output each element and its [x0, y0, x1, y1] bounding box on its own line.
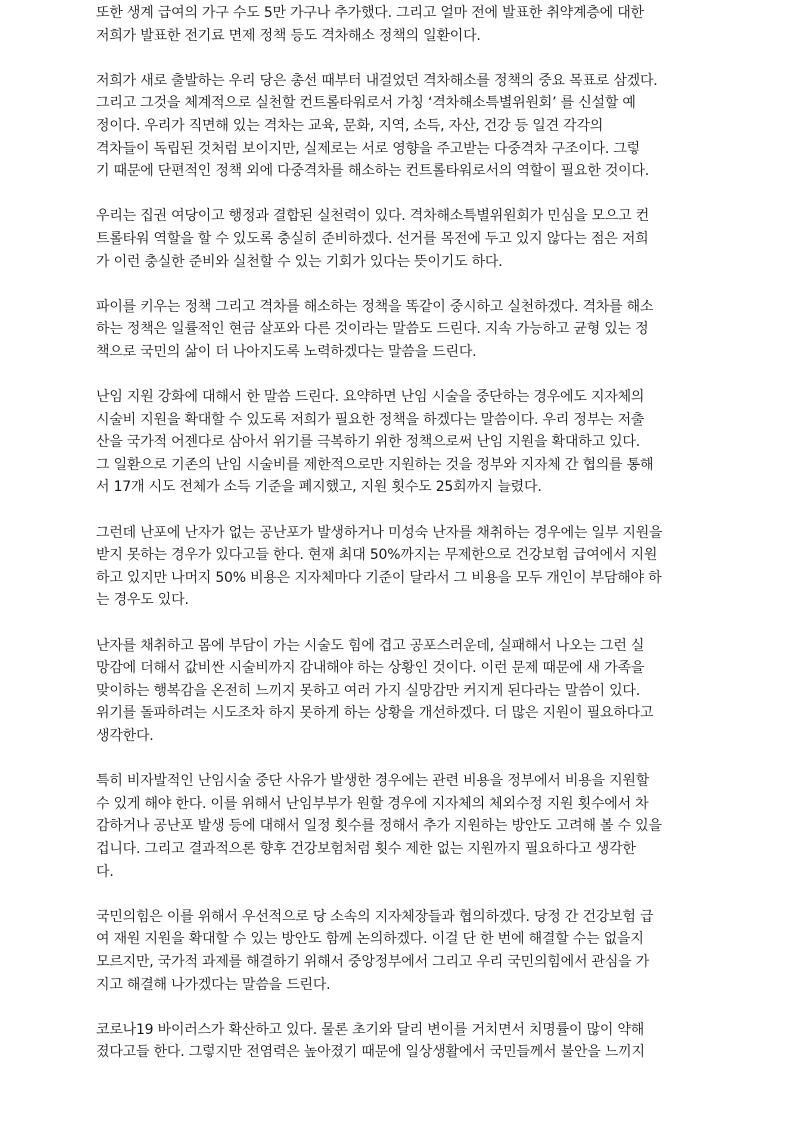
paragraph-1: [96, 2, 698, 47]
text-line: 모르지만, 국가적 과제를 해결하기 위해서 중앙정부에서 그리고 우리 국민의힘에서 관심을 가: [96, 953, 650, 970]
text-line: 격차들이 독립된 것처럼 보이지만, 실제로는 서로 영향을 주고받는 다중격차 구조이다. 그렇: [96, 140, 640, 157]
text-line: 책으로 국민의 삶이 더 나아지도록 노력하겠다는 말씀을 드린다.: [96, 343, 477, 360]
text-line: 지고 해결해 나가겠다는 말씀을 드린다.: [96, 976, 331, 993]
text-line: 산을 국가적 어젠다로 삼아서 위기를 극복하기 위한 정책으로써 난임 지원을 확대하고 있다.: [96, 434, 640, 451]
text-line: 국민의힘은 이를 위해서 우선적으로 당 소속의 지자체장들과 협의하겠다. 당정 간 건강보험 급: [96, 908, 654, 925]
text-line: 겁니다. 그리고 결과적으론 향후 건강보험처럼 횟수 제한 없는 지원까지 필요하다고 생각한: [96, 840, 636, 857]
text-line: 그 일환으로 기존의 난임 시술비를 제한적으로만 지원하는 것을 정부와 지자체 간 협의를 통해: [96, 456, 654, 473]
paragraph-5: [96, 386, 698, 499]
paragraph-2: [96, 70, 698, 183]
paragraph-9: [96, 906, 698, 996]
paragraph-6: [96, 522, 698, 612]
text-line: 트롤타워 역할을 할 수 있도록 충실히 준비하겠다. 선거를 목전에 두고 있지 않다는 점은 저희: [96, 230, 649, 247]
text-line: 하고 있지만 나머지 50% 비용은 지자체마다 기준이 달라서 그 비용을 모두 개인이 부담해야 하: [96, 569, 662, 586]
paragraph-4: [96, 296, 698, 364]
text-line: 생각한다.: [96, 728, 154, 744]
text-line: 서 17개 시도 전체가 소득 기준을 폐지했고, 지원 횟수도 25회까지 늘렸다.: [96, 479, 542, 496]
paragraph-7: [96, 635, 698, 748]
text-line: 받지 못하는 경우가 있다고들 한다. 현재 최대 50%까지는 무제한으로 건강보험 급여에서 지원: [96, 547, 658, 564]
paragraph-3: [96, 205, 698, 273]
text-line: 맞이하는 행복감을 온전히 느끼지 못하고 여러 가지 실망감만 커지게 된다라는 말씀이 있다.: [96, 682, 640, 699]
text-line: 감하거나 공난포 발생 등에 대해서 일정 횟수를 정해서 추가 지원하는 방안도 고려해 볼 수 있을: [96, 818, 662, 835]
text-line: 코로나19 바이러스가 확산하고 있다. 물론 초기와 달리 변이를 거치면서 치명률이 많이 약해: [96, 1021, 645, 1038]
text-line: 졌다고들 한다. 그렇지만 전염력은 높아졌기 때문에 일상생활에서 국민들께서 불안을 느끼지: [96, 1044, 645, 1061]
paragraph-8: [96, 770, 698, 883]
text-line: 우리는 집권 여당이고 행정과 결합된 실천력이 있다. 격차해소특별위원회가 민심을 모으고 컨: [96, 208, 650, 225]
text-line: 그런데 난포에 난자가 없는 공난포가 발생하거나 미성숙 난자를 채취하는 경우에는 일부 지원을: [96, 524, 663, 541]
text-line: 망감에 더해서 값비싼 시술비까지 감내해야 하는 상황인 것이다. 이런 문제 때문에 새 가족을: [96, 660, 645, 677]
text-line: 파이를 키우는 정책 그리고 격차를 해소하는 정책을 똑같이 중시하고 실천하겠다. 격차를 해소: [96, 298, 654, 315]
text-line: 난자를 채취하고 몸에 부담이 가는 시술도 힘에 겹고 공포스러운데, 실패해서 나오는 그런 실: [96, 637, 645, 654]
text-line: 그리고 그것을 체계적으로 실천할 컨트롤타워로서 가칭 ‘격차해소특별위원회’ 를 신설할 예: [96, 95, 636, 112]
text-line: 다.: [96, 863, 114, 880]
text-line: 기 때문에 단편적인 정책 외에 다중격차를 해소하는 컨트롤타워로서의 역할이 필요한 것이다.: [96, 163, 650, 180]
text-line: 특히 비자발적인 난임시술 중단 사유가 발생한 경우에는 관련 비용을 정부에서 비용을 지원할: [96, 773, 650, 790]
text-line: 난임 지원 강화에 대해서 한 말씀 드린다. 요약하면 난임 시술을 중단하는 경우에도 지자체의: [96, 389, 645, 406]
text-line: 여 재원 지원을 확대할 수 있는 방안도 함께 논의하겠다. 이걸 단 한 번에 해결할 수는 없을지: [96, 931, 644, 948]
text-line: 위기를 돌파하려는 시도조차 하지 못하게 하는 상황을 개선하겠다. 더 많은 지원이 필요하다고: [96, 705, 654, 722]
text-line: 정이다. 우리가 직면해 있는 격차는 교육, 문화, 지역, 소득, 자산, 건강 등 일견 각각의: [96, 117, 604, 134]
document-body: [96, 2, 698, 1087]
paragraph-10: [96, 1019, 698, 1064]
text-line: 시술비 지원을 확대할 수 있도록 저희가 필요한 정책을 하겠다는 말씀이다. 우리 정부는 저출: [96, 411, 645, 428]
text-line: 하는 정책은 일률적인 현금 살포와 다른 것이라는 말씀도 드린다. 지속 가능하고 균형 있는 정: [96, 321, 649, 338]
text-line: 또한 생계 급여의 가구 수도 5만 가구나 추가했다. 그리고 얼마 전에 발표한 취약계층에 대한: [96, 5, 644, 21]
text-line: 는 경우도 있다.: [96, 592, 189, 609]
text-line: 가 이런 충실한 준비와 실천할 수 있는 기회가 있다는 뜻이기도 하다.: [96, 253, 503, 270]
text-line: 저희가 새로 출발하는 우리 당은 총선 때부터 내걸었던 격차해소를 정책의 중요 목표로 삼겠다.: [96, 72, 658, 89]
text-line: 저희가 발표한 전기료 면제 정책 등도 격차해소 정책의 일환이다.: [96, 27, 481, 44]
text-line: 수 있게 해야 한다. 이를 위해서 난임부부가 원할 경우에 지자체의 체외수정 지원 횟수에서 차: [96, 795, 649, 812]
